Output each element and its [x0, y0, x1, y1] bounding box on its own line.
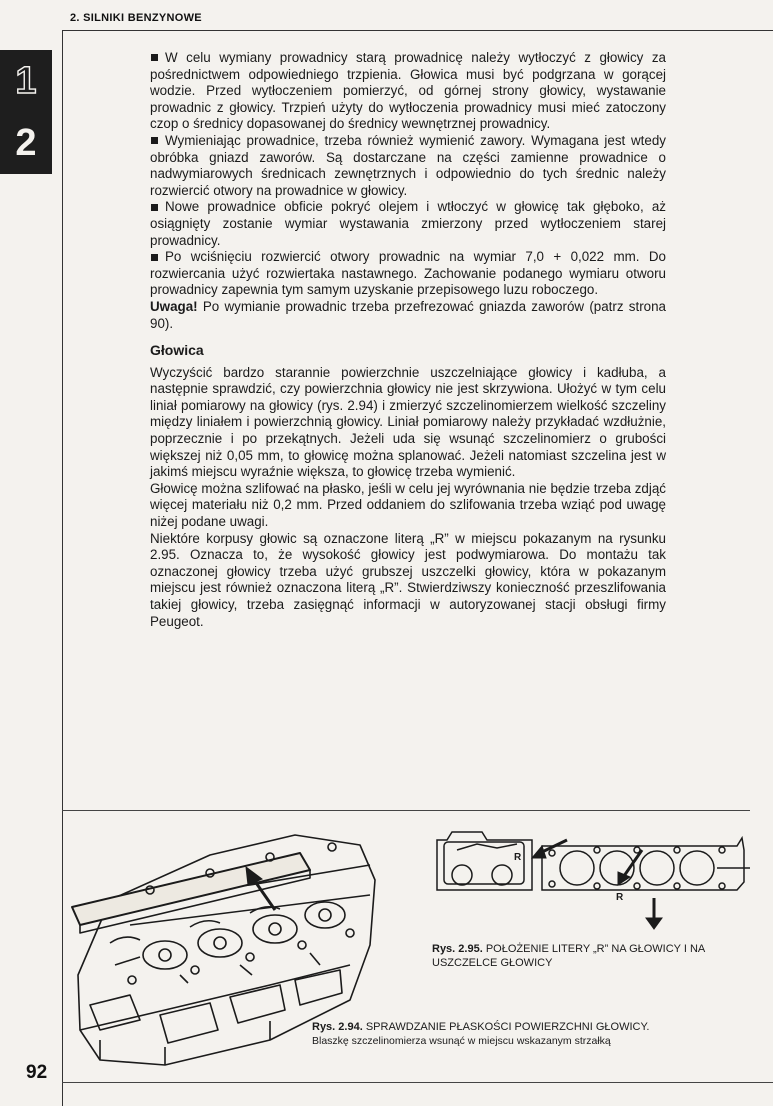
footer-rule [62, 1082, 773, 1083]
bullet-icon [151, 54, 158, 61]
figure-label: Rys. 2.94. [312, 1021, 363, 1033]
bullet-icon [151, 254, 158, 261]
figure-label: Rys. 2.95. [432, 943, 483, 955]
chapter-tab-1-label: 1 [15, 59, 37, 102]
paragraph: W celu wymiany prowadnicy starą prowadnicę należy wytłoczyć z głowicy za pośrednictwem odpowiedniego trzpienia. Głowica musi być podgrzana w gorącej wodzie. Przed wytłoczeniem pomierzyć, od górnej strony głowicy, wystawanie prowadnic z głowicy. Trzpień użyty do wytłoczenia prowadnicy musi mieć zatoczony czop o średnicy dopasowanej do średnicy wewnętrznej prowadnicy. [150, 50, 666, 132]
paragraph: Po wciśnięciu rozwiercić otwory prowadnic na wymiar 7,0 + 0,022 mm. Do rozwiercania użyć rozwiertaka nastawnego. Zachowanie podanego wymiaru otworu prowadnicy zapewnia tym samym uzyskanie przepisowego luzu roboczego. [150, 249, 666, 298]
body-text [150, 50, 666, 630]
figure-caption-text: SPRAWDZANIE PŁASKOŚCI POWIERZCHNI GŁOWICY. [362, 1021, 650, 1033]
section-paragraph: Głowicę można szlifować na płasko, jeśli w celu jej wyrównania nie będzie trzeba zdjąć więcej materiału niż 0,2 mm. Przed oddaniem do szlifowania trzeba wziąć pod uwagę niżej podane uwagi. [150, 480, 666, 530]
marker-letter-head: R [514, 852, 522, 863]
figure-rule [62, 810, 750, 811]
section-paragraph: Wyczyścić bardzo starannie powierzchnie uszczelniające głowicy i kadłuba, a następnie sprawdzić, czy powierzchnia głowicy nie jest skrzywiona. Ułożyć w tym celu liniał pomiarowy na głowicy (rys. 2.94) i zmierzyć szczelinomierzem wielkość szczeliny między liniałem i powierzchnią głowicy. Liniał pomiarowy należy przykładać wzdłużnie, poprzecznie i po przekątnych. Jeżeli uda się wsunąć szczelinomierz o grubości większej niż 0,05 mm, to głowicę można splanować. Jeżeli natomiast szczelina jest w jakimś miejscu wyraźnie większa, to głowicę trzeba wymienić. [150, 364, 666, 480]
section-paragraph: Niektóre korpusy głowic są oznaczone literą „R” w miejscu pokazanym na rysunku 2.95. Oznacza to, że wysokość głowicy jest podwymiarowa. Do montażu tak oznaczonej głowicy trzeba użyć grubszej uszczelki głowicy, która w pokazanym miejscu jest również oznaczona literą „R”. Stwierdziwszy konieczność przeszlifowania takiej głowicy, trzeba zasięgnąć informacji w autoryzowanej stacji obsługi firmy Peugeot. [150, 530, 666, 629]
paragraph: Wymieniając prowadnice, trzeba również wymienić zawory. Wymagana jest wtedy obróbka gniazd zaworów. Są dostarczane na części zamienne prowadnice o nadwymiarowych średnicach zewnętrznych i odpowiednio do tych średnic należy rozwiercić otwory na prowadnice w głowicy. [150, 132, 666, 198]
bullet-icon [151, 137, 158, 144]
chapter-tab-2 [0, 112, 52, 174]
paragraph: Nowe prowadnice obficie pokryć olejem i wtłoczyć w głowicę tak głęboko, aż osiągnięty zostanie wymiar wystawania zmierzony przed wytłoczeniem starej prowadnicy. [150, 199, 666, 248]
note-paragraph [150, 299, 666, 332]
running-head: 2. SILNIKI BENZYNOWE [70, 12, 202, 24]
note-label: Uwaga! [150, 298, 198, 314]
page-number: 92 [26, 1062, 48, 1083]
figure-caption-294 [312, 1020, 652, 1048]
margin-rule [62, 30, 63, 1106]
marker-letter-gasket: R [616, 892, 624, 903]
chapter-tab-1 [0, 50, 52, 112]
note-text: Po wymianie prowadnic trzeba przefrezować gniazda zaworów (patrz strona 90). [150, 298, 666, 331]
figure-caption-text: POŁOŻENIE LITERY „R” NA GŁOWICY I NA USZCZELCE GŁOWICY [432, 943, 705, 969]
chapter-tab-2-label: 2 [15, 121, 37, 164]
header-rule [62, 30, 773, 31]
figure-caption-detail: Blaszkę szczelinomierza wsunąć w miejscu wskazanym strzałką [312, 1035, 611, 1047]
figure-caption-295 [432, 942, 752, 970]
gasket-illustration [432, 820, 762, 930]
section-heading: Głowica [150, 342, 204, 359]
bullet-icon [151, 204, 158, 211]
